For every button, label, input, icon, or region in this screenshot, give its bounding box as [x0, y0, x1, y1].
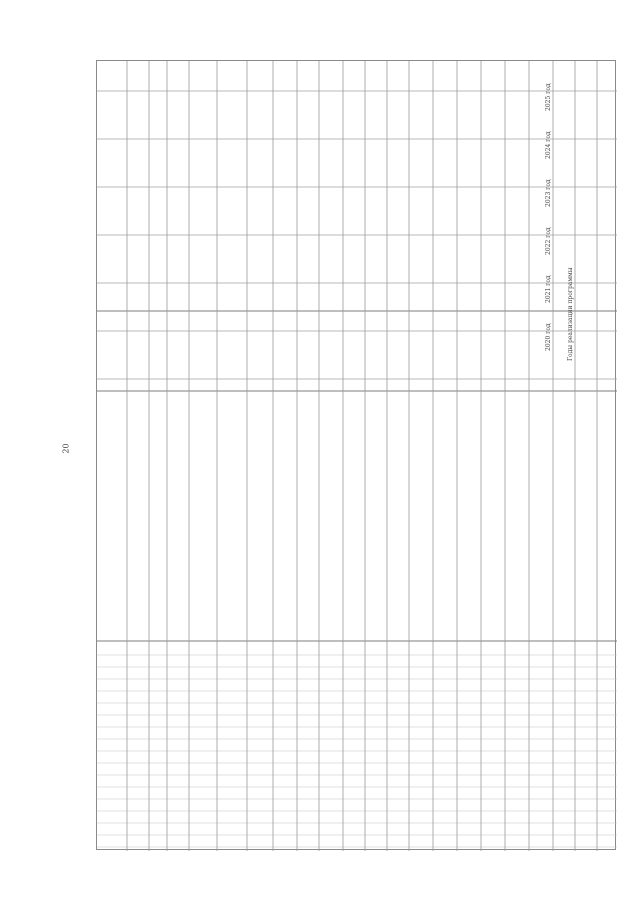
years-group-header: Годы реализации программы [567, 267, 574, 361]
year-header-2024: 2024 год [545, 131, 552, 159]
year-header-2021: 2021 год [545, 275, 552, 303]
table-grid [97, 61, 617, 851]
page-number: 20 [61, 443, 71, 454]
year-header-2022: 2022 год [545, 227, 552, 255]
year-header-2020: 2020 год [545, 323, 552, 351]
year-header-2025: 2025 год [545, 83, 552, 111]
year-header-2023: 2023 год [545, 179, 552, 207]
indicator-table [96, 60, 616, 850]
